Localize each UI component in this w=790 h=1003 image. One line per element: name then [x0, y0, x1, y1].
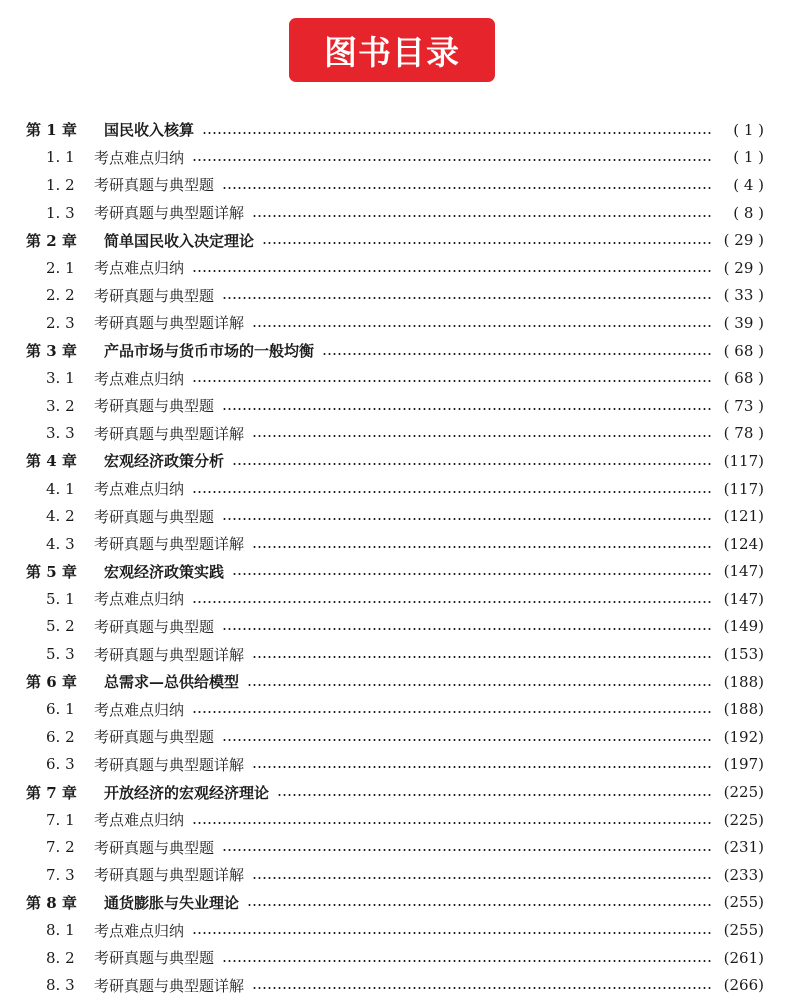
- toc-entry-number: 第 4 章: [26, 452, 77, 471]
- toc-section-row: [26, 944, 764, 972]
- dot-leader: [202, 132, 712, 134]
- toc-page-number: ( 78 ): [723, 424, 764, 443]
- toc-entry-number: 7. 2: [46, 838, 75, 857]
- dot-leader: [222, 187, 712, 189]
- toc-entry-number: 4. 1: [46, 479, 75, 498]
- toc-entry-title: 考研真题与典型题: [94, 728, 215, 747]
- toc-entry-title: 考研真题与典型题详解: [94, 866, 245, 885]
- dot-leader: [277, 794, 712, 796]
- toc-page-number: ( 4 ): [733, 175, 764, 194]
- toc-entry-title: 考研真题与典型题: [94, 507, 215, 526]
- toc-page-number: (121): [723, 507, 764, 526]
- toc-entry-number: 3. 2: [46, 396, 75, 415]
- toc-chapter-row: [26, 447, 764, 475]
- toc-section-row: [26, 613, 764, 641]
- toc-section-row: [26, 640, 764, 668]
- toc-page-number: (149): [723, 617, 764, 636]
- toc-entry-number: 第 8 章: [26, 893, 77, 912]
- toc-entry-number: 第 5 章: [26, 562, 77, 581]
- dot-leader: [192, 380, 712, 382]
- dot-leader: [247, 684, 712, 686]
- dot-leader: [262, 242, 712, 244]
- toc-section-row: [26, 723, 764, 751]
- toc-section-row: [26, 861, 764, 889]
- toc-chapter-row: [26, 889, 764, 917]
- toc-chapter-row: [26, 226, 764, 254]
- toc-section-row: [26, 695, 764, 723]
- toc-page-number: ( 68 ): [723, 341, 764, 360]
- toc-page-number: (117): [723, 451, 764, 470]
- dot-leader: [192, 601, 712, 603]
- toc-entry-title: 考点难点归纳: [94, 590, 185, 609]
- toc-entry-number: 6. 2: [46, 727, 75, 746]
- toc-page-number: (188): [723, 700, 764, 719]
- dot-leader: [192, 822, 712, 824]
- toc-entry-title: 考研真题与典型题详解: [94, 204, 245, 223]
- toc-entry-title: 国民收入核算: [104, 121, 195, 140]
- toc-entry-number: 8. 3: [46, 976, 75, 995]
- toc-page-number: ( 8 ): [733, 203, 764, 222]
- toc-entry-title: 考研真题与典型题: [94, 286, 215, 305]
- toc-entry-number: 第 7 章: [26, 783, 77, 802]
- toc-entry-number: 3. 3: [46, 424, 75, 443]
- toc-page-number: (117): [723, 479, 764, 498]
- toc-entry-number: 1. 2: [46, 175, 75, 194]
- dot-leader: [192, 159, 712, 161]
- dot-leader: [252, 215, 712, 217]
- toc-entry-title: 宏观经济政策分析: [104, 452, 225, 471]
- toc-section-row: [26, 751, 764, 779]
- dot-leader: [222, 518, 712, 520]
- toc-entry-title: 考点难点归纳: [94, 921, 185, 940]
- toc-entry-number: 3. 1: [46, 369, 75, 388]
- dot-leader: [222, 849, 712, 851]
- toc-entry-title: 考研真题与典型题: [94, 176, 215, 195]
- dot-leader: [192, 711, 712, 713]
- dot-leader: [192, 270, 712, 272]
- toc-chapter-row: [26, 778, 764, 806]
- toc-page-number: (225): [723, 783, 764, 802]
- toc-entry-number: 第 6 章: [26, 673, 77, 692]
- toc-chapter-row: [26, 558, 764, 586]
- toc-page-number: (266): [723, 976, 764, 995]
- toc-page-number: (255): [723, 893, 764, 912]
- toc-entry-title: 考点难点归纳: [94, 480, 185, 499]
- toc-entry-number: 1. 1: [46, 148, 75, 167]
- toc-page-number: ( 73 ): [723, 396, 764, 415]
- toc-entry-title: 产品市场与货币市场的一般均衡: [104, 342, 315, 361]
- toc-entry-number: 4. 3: [46, 534, 75, 553]
- dot-leader: [192, 932, 712, 934]
- toc-page-number: (225): [723, 810, 764, 829]
- toc-entry-title: 考点难点归纳: [94, 148, 185, 167]
- toc-entry-number: 5. 3: [46, 645, 75, 664]
- toc-section-row: [26, 254, 764, 282]
- dot-leader: [222, 739, 712, 741]
- dot-leader: [252, 766, 712, 768]
- toc-entry-title: 考研真题与典型题详解: [94, 535, 245, 554]
- page-title: 图书目录: [324, 32, 460, 72]
- toc-section-row: [26, 971, 764, 999]
- dot-leader: [232, 463, 712, 465]
- toc-page-number: (147): [723, 589, 764, 608]
- title-banner: [289, 18, 495, 82]
- toc-entry-number: 2. 3: [46, 313, 75, 332]
- dot-leader: [222, 628, 712, 630]
- toc-entry-title: 宏观经济政策实践: [104, 562, 225, 581]
- toc-page-number: (261): [723, 948, 764, 967]
- toc-entry-number: 7. 1: [46, 810, 75, 829]
- toc-entry-number: 第 2 章: [26, 231, 77, 250]
- toc-entry-number: 第 1 章: [26, 121, 77, 140]
- toc-entry-title: 考研真题与典型题详解: [94, 424, 245, 443]
- toc-entry-title: 考点难点归纳: [94, 811, 185, 830]
- toc-chapter-row: [26, 116, 764, 144]
- toc-entry-title: 考研真题与典型题详解: [94, 755, 245, 774]
- toc-entry-title: 考点难点归纳: [94, 259, 185, 278]
- toc-page-number: ( 39 ): [723, 313, 764, 332]
- dot-leader: [222, 408, 712, 410]
- toc-entry-title: 考研真题与典型题详解: [94, 314, 245, 333]
- dot-leader: [252, 877, 712, 879]
- toc-page-number: (192): [723, 727, 764, 746]
- toc-entry-number: 6. 1: [46, 700, 75, 719]
- toc-section-row: [26, 171, 764, 199]
- toc-entry-number: 5. 1: [46, 589, 75, 608]
- dot-leader: [247, 904, 712, 906]
- dot-leader: [252, 435, 712, 437]
- toc-page-number: (197): [723, 755, 764, 774]
- toc-chapter-row: [26, 337, 764, 365]
- dot-leader: [252, 656, 712, 658]
- toc-section-row: [26, 309, 764, 337]
- toc-section-row: [26, 806, 764, 834]
- toc-entry-title: 考研真题与典型题详解: [94, 976, 245, 995]
- toc-entry-title: 考研真题与典型题: [94, 397, 215, 416]
- toc-entry-title: 开放经济的宏观经济理论: [104, 783, 270, 802]
- toc-section-row: [26, 585, 764, 613]
- toc-section-row: [26, 364, 764, 392]
- dot-leader: [192, 491, 712, 493]
- toc-page-number: (153): [723, 645, 764, 664]
- toc-entry-title: 考研真题与典型题详解: [94, 645, 245, 664]
- toc-entry-number: 8. 1: [46, 921, 75, 940]
- toc-entry-number: 7. 3: [46, 865, 75, 884]
- dot-leader: [222, 960, 712, 962]
- dot-leader: [252, 546, 712, 548]
- toc-section-row: [26, 502, 764, 530]
- toc-page-number: (124): [723, 534, 764, 553]
- toc-section-row: [26, 916, 764, 944]
- toc-entry-title: 通货膨胀与失业理论: [104, 893, 240, 912]
- toc-page-number: (231): [723, 838, 764, 857]
- toc-entry-number: 8. 2: [46, 948, 75, 967]
- toc-section-row: [26, 144, 764, 172]
- toc-page-number: ( 33 ): [723, 286, 764, 305]
- toc-section-row: [26, 282, 764, 310]
- toc-entry-number: 6. 3: [46, 755, 75, 774]
- toc-page-number: (188): [723, 672, 764, 691]
- toc-section-row: [26, 199, 764, 227]
- toc-entry-title: 总需求—总供给模型: [104, 673, 240, 692]
- toc-page-number: ( 1 ): [733, 148, 764, 167]
- dot-leader: [252, 987, 712, 989]
- toc-entry-title: 考研真题与典型题: [94, 617, 215, 636]
- toc-entry-title: 考研真题与典型题: [94, 949, 215, 968]
- toc-entry-number: 4. 2: [46, 507, 75, 526]
- toc-entry-title: 考研真题与典型题: [94, 838, 215, 857]
- toc-entry-number: 5. 2: [46, 617, 75, 636]
- toc-entry-number: 2. 1: [46, 258, 75, 277]
- toc-entry-title: 考点难点归纳: [94, 369, 185, 388]
- toc-page-number: ( 29 ): [723, 258, 764, 277]
- toc-page-number: ( 1 ): [733, 120, 764, 139]
- toc-page-number: (147): [723, 562, 764, 581]
- toc-chapter-row: [26, 668, 764, 696]
- toc-entry-number: 第 3 章: [26, 342, 77, 361]
- toc-page-number: (233): [723, 865, 764, 884]
- toc-page-number: ( 29 ): [723, 231, 764, 250]
- dot-leader: [322, 353, 712, 355]
- dot-leader: [232, 573, 712, 575]
- table-of-contents: [26, 116, 764, 999]
- toc-entry-title: 考点难点归纳: [94, 700, 185, 719]
- toc-page-number: (255): [723, 921, 764, 940]
- toc-entry-number: 1. 3: [46, 203, 75, 222]
- toc-entry-title: 简单国民收入决定理论: [104, 231, 255, 250]
- dot-leader: [252, 325, 712, 327]
- toc-section-row: [26, 833, 764, 861]
- toc-section-row: [26, 530, 764, 558]
- toc-section-row: [26, 475, 764, 503]
- dot-leader: [222, 297, 712, 299]
- toc-section-row: [26, 420, 764, 448]
- toc-section-row: [26, 392, 764, 420]
- toc-entry-number: 2. 2: [46, 286, 75, 305]
- toc-page-number: ( 68 ): [723, 369, 764, 388]
